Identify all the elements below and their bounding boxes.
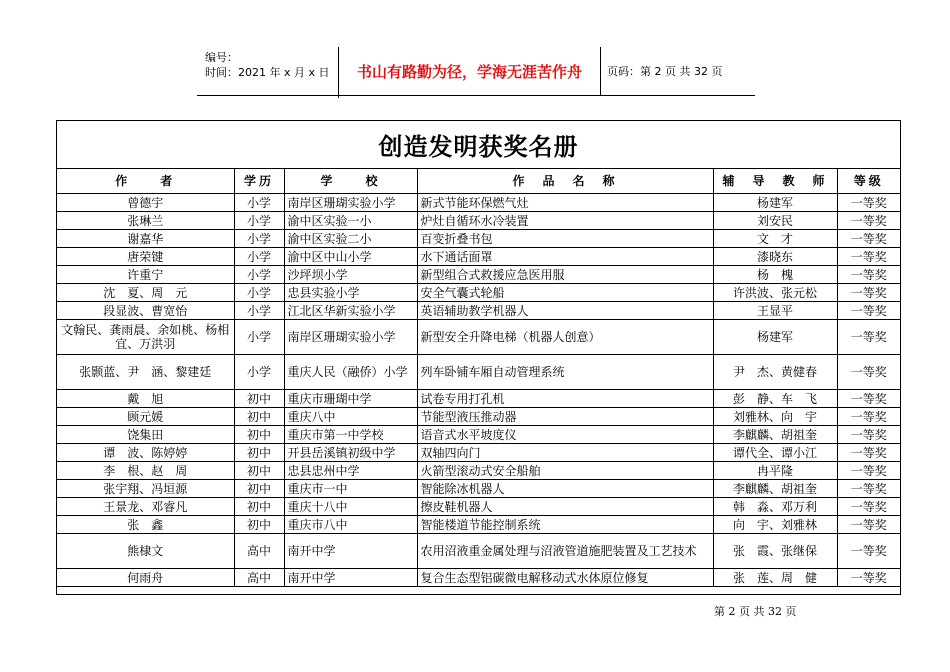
school-cell: 重庆市八中 (284, 516, 417, 534)
level-cell: 一等奖 (837, 194, 900, 212)
author-cell: 唐荣键 (57, 248, 234, 266)
level-cell: 一等奖 (837, 498, 900, 516)
author-cell: 熊棣文 (57, 534, 234, 569)
work-cell: 火箭型滚动式安全船舶 (417, 462, 713, 480)
teacher-cell: 尹 杰、黄健春 (713, 355, 837, 390)
level-cell: 一等奖 (837, 284, 900, 302)
document-header (197, 47, 755, 96)
work-cell: 复合生态型铝碳微电解移动式水体原位修复 (417, 569, 713, 587)
table-row (57, 498, 900, 516)
col-header-author: 作 者 (57, 169, 234, 194)
table-row (57, 266, 900, 284)
table-row (57, 248, 900, 266)
level-cell: 一等奖 (837, 444, 900, 462)
education-cell: 小学 (234, 302, 284, 320)
work-cell: 智能楼道节能控制系统 (417, 516, 713, 534)
work-cell: 节能型液压推动器 (417, 408, 713, 426)
teacher-cell: 谭代全、谭小江 (713, 444, 837, 462)
work-cell: 列车卧铺车厢自动管理系统 (417, 355, 713, 390)
work-cell: 安全气囊式轮船 (417, 284, 713, 302)
table-header-row (57, 169, 900, 194)
work-cell: 炉灶自循环水冷装置 (417, 212, 713, 230)
teacher-cell: 冉平隆 (713, 462, 837, 480)
school-cell: 开县岳溪镇初级中学 (284, 444, 417, 462)
education-cell: 初中 (234, 516, 284, 534)
teacher-cell: 李麒麟、胡祖奎 (713, 426, 837, 444)
level-cell: 一等奖 (837, 248, 900, 266)
level-cell: 一等奖 (837, 534, 900, 569)
school-cell: 沙坪坝小学 (284, 266, 417, 284)
motto: 书山有路勤为径，学海无涯苦作舟 (339, 47, 601, 95)
table-row (57, 230, 900, 248)
teacher-cell: 许洪波、张元松 (713, 284, 837, 302)
table-row (57, 390, 900, 408)
school-cell: 重庆十八中 (284, 498, 417, 516)
author-cell: 曾德宇 (57, 194, 234, 212)
teacher-cell: 杨建军 (713, 194, 837, 212)
teacher-cell: 向 宇、刘雅林 (713, 516, 837, 534)
education-cell: 小学 (234, 355, 284, 390)
author-cell: 张宇翔、冯垣源 (57, 480, 234, 498)
work-cell: 农用沼液重金属处理与沼液管道施肥装置及工艺技术 (417, 534, 713, 569)
author-cell: 何雨舟 (57, 569, 234, 587)
level-cell: 一等奖 (837, 320, 900, 355)
table-row (57, 569, 900, 587)
school-cell: 忠县实验小学 (284, 284, 417, 302)
work-cell: 智能除冰机器人 (417, 480, 713, 498)
school-cell: 重庆人民（融侨）小学 (284, 355, 417, 390)
table-row (57, 534, 900, 569)
col-header-school: 学 校 (284, 169, 417, 194)
table-row (57, 516, 900, 534)
level-cell: 一等奖 (837, 426, 900, 444)
work-cell: 新型安全升降电梯（机器人创意） (417, 320, 713, 355)
table-row (57, 320, 900, 355)
school-cell: 江北区华新实验小学 (284, 302, 417, 320)
school-cell: 重庆市一中 (284, 480, 417, 498)
school-cell: 重庆市第一中学校 (284, 426, 417, 444)
teacher-cell: 文 才 (713, 230, 837, 248)
work-cell: 试卷专用打孔机 (417, 390, 713, 408)
level-cell: 一等奖 (837, 516, 900, 534)
author-cell: 张 鑫 (57, 516, 234, 534)
work-cell: 新式节能环保燃气灶 (417, 194, 713, 212)
education-cell: 小学 (234, 320, 284, 355)
header-meta-cell (197, 47, 339, 98)
col-header-education: 学历 (234, 169, 284, 194)
education-cell: 小学 (234, 284, 284, 302)
table-row (57, 426, 900, 444)
col-header-level: 等级 (837, 169, 900, 194)
level-cell: 一等奖 (837, 302, 900, 320)
education-cell: 初中 (234, 408, 284, 426)
number-label: 编号： (205, 51, 238, 64)
teacher-cell: 刘安民 (713, 212, 837, 230)
level-cell: 一等奖 (837, 462, 900, 480)
education-cell: 初中 (234, 390, 284, 408)
school-cell: 渝中区中山小学 (284, 248, 417, 266)
school-cell: 渝中区实验二小 (284, 230, 417, 248)
author-cell: 谭 波、陈婷婷 (57, 444, 234, 462)
teacher-cell: 张 霞、张继保 (713, 534, 837, 569)
level-cell: 一等奖 (837, 408, 900, 426)
education-cell: 小学 (234, 230, 284, 248)
school-cell: 忠县忠州中学 (284, 462, 417, 480)
work-cell: 百变折叠书包 (417, 230, 713, 248)
school-cell: 南开中学 (284, 534, 417, 569)
education-cell: 小学 (234, 248, 284, 266)
table-row (57, 194, 900, 212)
work-cell: 语音式水平坡度仪 (417, 426, 713, 444)
page-title: 创造发明获奖名册 (57, 121, 900, 169)
author-cell: 段显波、曹宽怡 (57, 302, 234, 320)
table-row (57, 462, 900, 480)
table-row (57, 408, 900, 426)
time-label: 时间：2021 年 x 月 x 日 (205, 66, 330, 79)
work-cell: 擦皮鞋机器人 (417, 498, 713, 516)
award-table (57, 169, 900, 587)
work-cell: 水下通话面罩 (417, 248, 713, 266)
teacher-cell: 张 莲、周 健 (713, 569, 837, 587)
level-cell: 一等奖 (837, 212, 900, 230)
col-header-teacher: 辅 导 教 师 (713, 169, 837, 194)
education-cell: 高中 (234, 569, 284, 587)
author-cell: 张颢蓝、尹 涵、黎建廷 (57, 355, 234, 390)
work-cell: 双轴四向门 (417, 444, 713, 462)
school-cell: 重庆八中 (284, 408, 417, 426)
teacher-cell: 韩 淼、邓万利 (713, 498, 837, 516)
work-cell: 英语辅助教学机器人 (417, 302, 713, 320)
table-row (57, 355, 900, 390)
education-cell: 初中 (234, 498, 284, 516)
teacher-cell: 李麒麟、胡祖奎 (713, 480, 837, 498)
author-cell: 饶集田 (57, 426, 234, 444)
page-info: 页码：第 2 页 共 32 页 (607, 65, 723, 78)
table-row (57, 212, 900, 230)
education-cell: 初中 (234, 444, 284, 462)
level-cell: 一等奖 (837, 230, 900, 248)
education-cell: 高中 (234, 534, 284, 569)
school-cell: 南岸区珊瑚实验小学 (284, 194, 417, 212)
table-row (57, 444, 900, 462)
author-cell: 李 根、赵 周 (57, 462, 234, 480)
education-cell: 初中 (234, 480, 284, 498)
award-roster (56, 120, 901, 595)
author-cell: 沈 夏、周 元 (57, 284, 234, 302)
author-cell: 文翰民、龚雨晨、余如桃、杨相宜、万洪羽 (57, 320, 234, 355)
level-cell: 一等奖 (837, 390, 900, 408)
level-cell: 一等奖 (837, 355, 900, 390)
work-cell: 新型组合式救援应急医用服 (417, 266, 713, 284)
author-cell: 张琳兰 (57, 212, 234, 230)
author-cell: 谢嘉华 (57, 230, 234, 248)
level-cell: 一等奖 (837, 480, 900, 498)
author-cell: 许重宁 (57, 266, 234, 284)
school-cell: 渝中区实验一小 (284, 212, 417, 230)
col-header-work: 作 品 名 称 (417, 169, 713, 194)
education-cell: 初中 (234, 462, 284, 480)
table-row (57, 480, 900, 498)
table-row (57, 284, 900, 302)
teacher-cell: 杨 槐 (713, 266, 837, 284)
education-cell: 小学 (234, 266, 284, 284)
education-cell: 小学 (234, 212, 284, 230)
author-cell: 戴 旭 (57, 390, 234, 408)
school-cell: 南岸区珊瑚实验小学 (284, 320, 417, 355)
level-cell: 一等奖 (837, 266, 900, 284)
education-cell: 初中 (234, 426, 284, 444)
teacher-cell: 彭 静、车 飞 (713, 390, 837, 408)
education-cell: 小学 (234, 194, 284, 212)
teacher-cell: 杨建军 (713, 320, 837, 355)
table-row (57, 302, 900, 320)
page-footer: 第 2 页 共 32 页 (714, 605, 797, 618)
author-cell: 顾元媛 (57, 408, 234, 426)
school-cell: 重庆市珊瑚中学 (284, 390, 417, 408)
teacher-cell: 刘雅林、向 宇 (713, 408, 837, 426)
teacher-cell: 王显平 (713, 302, 837, 320)
school-cell: 南开中学 (284, 569, 417, 587)
level-cell: 一等奖 (837, 569, 900, 587)
author-cell: 王景龙、邓睿凡 (57, 498, 234, 516)
teacher-cell: 漆晓东 (713, 248, 837, 266)
